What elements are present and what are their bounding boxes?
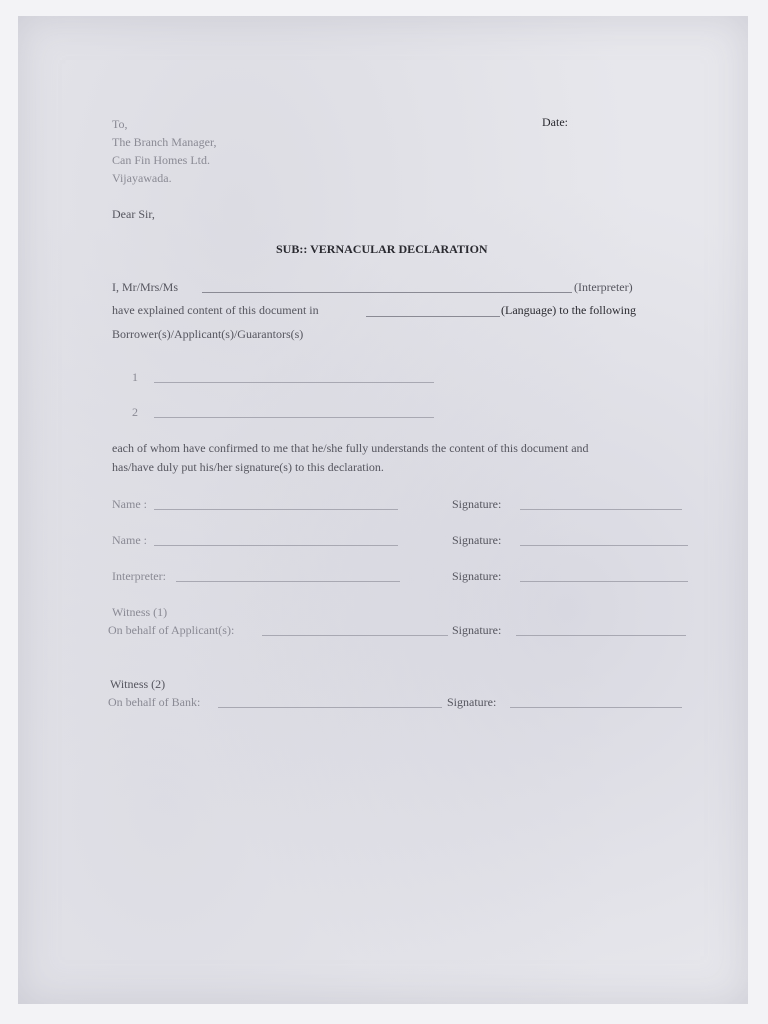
declaration-line-1-suffix: (Interpreter) [574,280,633,294]
signature-3-label: Signature: [452,569,502,583]
date-label: Date: [542,115,568,129]
signature-4-label: Signature: [452,623,502,637]
borrower-line-1[interactable] [154,382,434,383]
borrower-line-2[interactable] [154,417,434,418]
interpreter-line[interactable] [176,581,400,582]
address-line-3: Vijayawada. [112,171,172,185]
list-number-1: 1 [132,370,138,384]
witness-1-title: Witness (1) [112,605,168,619]
interpreter-label: Interpreter: [112,569,166,583]
signature-4-line[interactable] [516,635,686,636]
witness-1-line[interactable] [262,635,448,636]
salutation: Dear Sir, [112,207,155,221]
declaration-line-1-prefix: I, Mr/Mrs/Ms [112,280,179,294]
name-2-line[interactable] [154,545,398,546]
name-1-label: Name : [112,497,147,511]
address-line-1: The Branch Manager, [112,135,217,149]
signature-2-line[interactable] [520,545,688,546]
document-page [18,16,748,1004]
witness-2-line[interactable] [218,707,442,708]
signature-5-line[interactable] [510,707,682,708]
declaration-line-3: Borrower(s)/Applicant(s)/Guarantors(s) [112,327,304,341]
list-number-2: 2 [132,405,138,419]
name-2-label: Name : [112,533,147,547]
signature-1-line[interactable] [520,509,682,510]
address-to: To, [112,117,128,131]
witness-1-behalf-label: On behalf of Applicant(s): [108,623,235,637]
subject-heading: SUB:: VERNACULAR DECLARATION [276,242,488,256]
declaration-line-2-suffix: (Language) to the following [501,303,636,317]
witness-2-behalf-label: On behalf of Bank: [108,695,201,709]
signature-1-label: Signature: [452,497,502,511]
signature-5-label: Signature: [447,695,497,709]
language-line[interactable] [366,316,500,317]
confirmation-line-2: has/have duly put his/her signature(s) to this declaration. [112,460,384,474]
signature-2-label: Signature: [452,533,502,547]
signature-3-line[interactable] [520,581,688,582]
interpreter-name-line[interactable] [202,292,572,293]
declaration-line-2-prefix: have explained content of this document in [112,303,319,317]
address-line-2: Can Fin Homes Ltd. [112,153,210,167]
witness-2-title: Witness (2) [110,677,166,691]
name-1-line[interactable] [154,509,398,510]
confirmation-line-1: each of whom have confirmed to me that he/she fully understands the content of this document and [112,441,589,455]
